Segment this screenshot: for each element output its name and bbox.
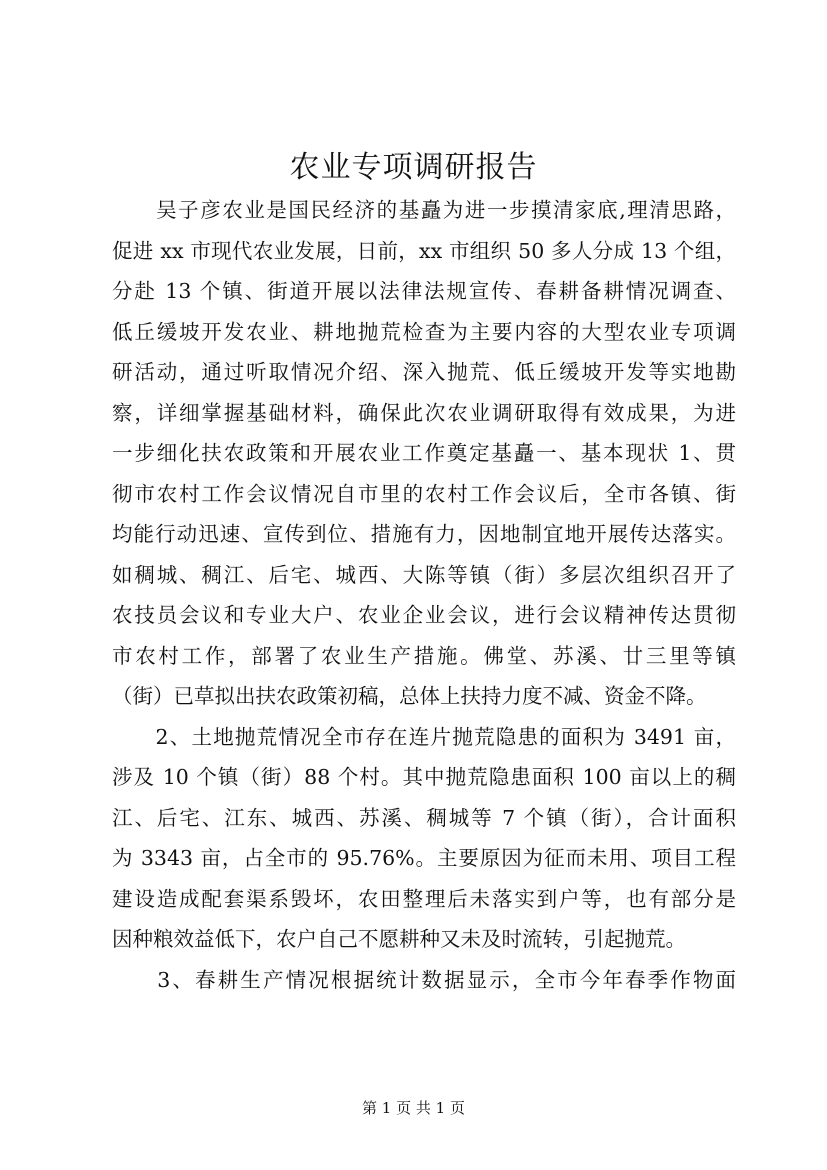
body-line: 为 3343 亩，占全市的 95.76%。主要原因为征而未用、项目工程 (112, 846, 736, 870)
body-line: 分赴 13 个镇、街道开展以法律法规宣传、春耕备耕情况调查、 (112, 279, 736, 303)
body-line: 彻市农村工作会议情况自市里的农村工作会议后，全市各镇、街 (112, 481, 736, 506)
body-line: 江、后宅、江东、城西、苏溪、稠城等 7 个镇（街），合计面积 (112, 805, 736, 830)
body-line: 建设造成配套渠系毁坏，农田整理后未落实到户等，也有部分是 (112, 886, 736, 911)
document-body (112, 190, 736, 1000)
document-title: 农业专项调研报告 (289, 150, 538, 185)
body-line: （街）已草拟出扶农政策初稿，总体上扶持力度不减、资金不降。 (112, 684, 707, 708)
body-line: 促进 xx 市现代农业发展，日前，xx 市组织 50 多人分成 13 个组， (112, 238, 736, 263)
body-line: 察，详细掌握基础材料，确保此次农业调研取得有效成果，为进 (112, 400, 736, 425)
page-footer: 第 1 页 共 1 页 (362, 1099, 465, 1117)
body-line: 涉及 10 个镇（街）88 个村。其中抛荒隐患面积 100 亩以上的稠 (112, 765, 736, 789)
body-line: 均能行动迅速、宣传到位、措施有力，因地制宜地开展传达落实。 (112, 522, 736, 546)
body-line: 研活动，通过听取情况介绍、深入抛荒、低丘缓坡开发等实地勘 (112, 360, 736, 384)
body-line: 3、春耕生产情况根据统计数据显示，全市今年春季作物面 (112, 967, 736, 992)
body-line: 因种粮效益低下，农户自己不愿耕种又未及时流转，引起抛荒。 (112, 927, 686, 951)
body-line: 2、土地抛荒情况全市存在连片抛荒隐患的面积为 3491 亩， (112, 724, 736, 749)
body-line: 农技员会议和专业大户、农业企业会议，进行会议精神传达贯彻 (112, 603, 736, 627)
body-line: 低丘缓坡开发农业、耕地抛荒检查为主要内容的大型农业专项调 (112, 319, 736, 344)
body-line: 如稠城、稠江、后宅、城西、大陈等镇（街）多层次组织召开了 (112, 562, 736, 587)
body-line: 一步细化扶农政策和开展农业工作奠定基矗一、基本现状 1、贯 (112, 441, 736, 465)
body-line: 市农村工作，部署了农业生产措施。佛堂、苏溪、廿三里等镇 (112, 643, 736, 668)
body-line: 吴子彦农业是国民经济的基矗为进一步摸清家底,理清思路， (112, 198, 736, 222)
